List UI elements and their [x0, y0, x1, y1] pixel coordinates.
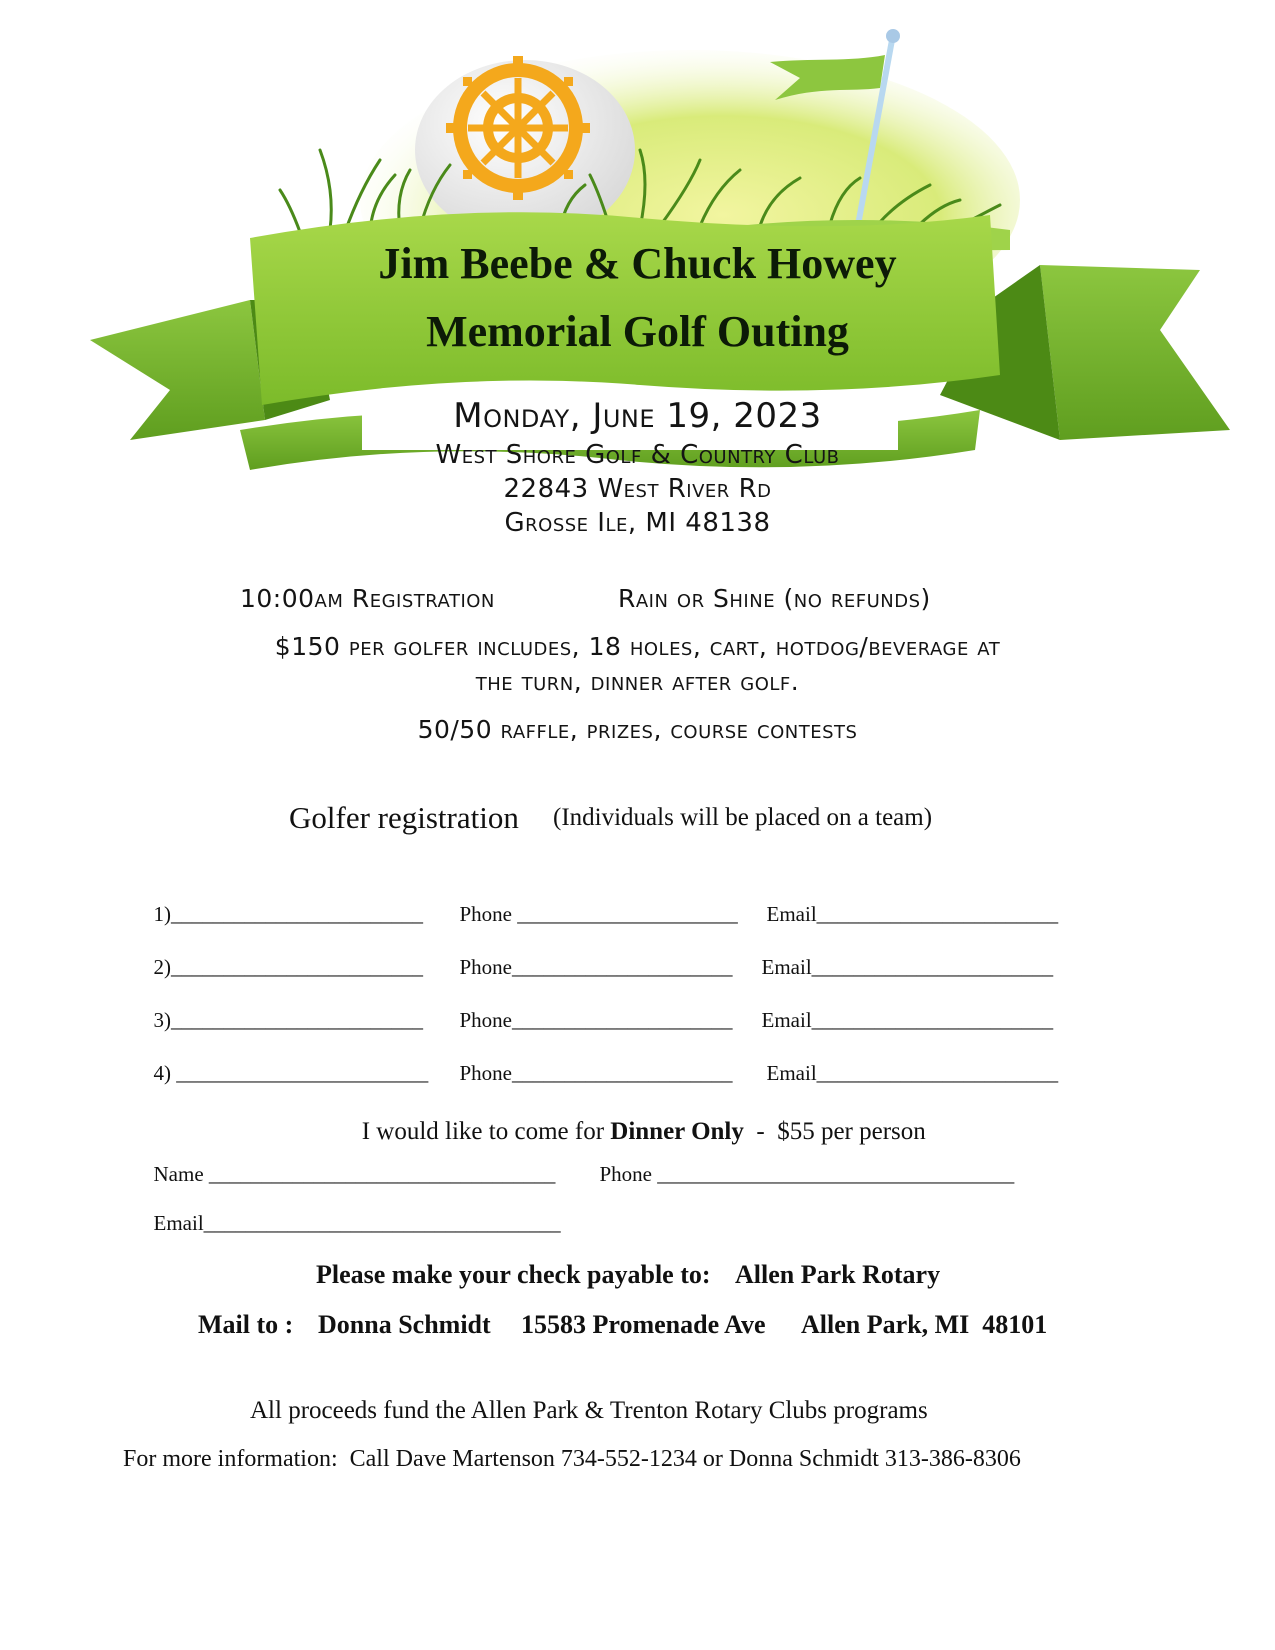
registration-row-phone	[449, 983, 733, 1033]
registration-note: (Individuals will be placed on a team)	[553, 804, 933, 831]
registration-row	[143, 983, 423, 1033]
registration-heading: Golfer registration	[289, 800, 519, 835]
registration-time: 10:00am Registration	[240, 584, 495, 613]
registration-row-email	[751, 983, 1053, 1033]
rain-note: Rain or Shine (no refunds)	[618, 584, 931, 613]
event-venue: West Shore Golf & Country Club	[435, 440, 840, 470]
row-number: 4)	[153, 1061, 171, 1085]
mail-name: Donna Schmidt	[318, 1310, 491, 1339]
contact-info: For more information: Call Dave Martenson 734-552-1234 or Donna Schmidt 313-386-8306	[123, 1446, 1021, 1472]
email-field[interactable]: _______________________	[811, 955, 1054, 979]
dinner-name-label: Name	[153, 1162, 204, 1186]
email-field[interactable]: _______________________	[811, 1008, 1054, 1032]
registration-row-phone	[449, 930, 733, 980]
event-city: Grosse Ile, MI 48138	[504, 508, 771, 538]
name-field[interactable]: ________________________	[171, 902, 423, 926]
dinner-only-label: Dinner Only	[610, 1118, 744, 1145]
registration-row	[143, 1036, 428, 1086]
email-label: Email	[766, 902, 817, 926]
registration-row-phone	[449, 1036, 733, 1086]
event-title-line2: Memorial Golf Outing	[426, 307, 849, 356]
event-street: 22843 West River Rd	[503, 474, 772, 504]
email-label: Email	[766, 1061, 817, 1085]
dinner-email-row	[143, 1186, 561, 1236]
registration-row-email	[756, 1036, 1058, 1086]
price-line-1: $150 per golfer includes, 18 holes, cart, hotdog/beverage at	[274, 632, 1001, 661]
dinner-email-field[interactable]: __________________________________	[203, 1211, 561, 1235]
mail-city: Allen Park, MI 48101	[801, 1310, 1048, 1339]
name-field[interactable]: ________________________	[171, 955, 423, 979]
registration-row-email	[756, 877, 1058, 927]
dinner-name-row	[143, 1137, 555, 1187]
phone-label: Phone	[459, 1061, 512, 1085]
check-payable-label: Please make your check payable to:	[316, 1260, 711, 1289]
event-title-line1: Jim Beebe & Chuck Howey	[378, 239, 897, 288]
phone-field[interactable]: _____________________	[512, 955, 733, 979]
email-field[interactable]: _______________________	[816, 902, 1059, 926]
name-field[interactable]: ________________________	[171, 1061, 429, 1085]
check-payee: Allen Park Rotary	[735, 1260, 941, 1289]
email-label: Email	[761, 1008, 812, 1032]
proceeds-note: All proceeds fund the Allen Park & Trenton Rotary Clubs programs	[250, 1397, 928, 1424]
mail-street: 15583 Promenade Ave	[521, 1310, 766, 1339]
phone-label: Phone	[459, 955, 512, 979]
name-field[interactable]: ________________________	[171, 1008, 423, 1032]
dinner-phone-label: Phone	[599, 1162, 652, 1186]
row-number: 3)	[153, 1008, 171, 1032]
row-number: 1)	[153, 902, 171, 926]
extras: 50/50 raffle, prizes, course contests	[417, 715, 858, 744]
registration-row-phone	[449, 877, 738, 927]
dinner-text-before: I would like to come for	[361, 1118, 611, 1145]
row-number: 2)	[153, 955, 171, 979]
dinner-phone-row	[589, 1137, 1014, 1187]
phone-field[interactable]: _____________________	[512, 1061, 733, 1085]
dinner-phone-field[interactable]: __________________________________	[652, 1162, 1015, 1186]
dinner-name-field[interactable]: _________________________________	[203, 1162, 556, 1186]
phone-label: Phone	[459, 1008, 512, 1032]
price-line-2: the turn, dinner after golf.	[475, 667, 800, 696]
dinner-email-label: Email	[153, 1211, 204, 1235]
phone-field[interactable]: _____________________	[512, 1008, 733, 1032]
phone-field[interactable]: _____________________	[512, 902, 738, 926]
email-label: Email	[761, 955, 812, 979]
phone-label: Phone	[459, 902, 512, 926]
registration-row-email	[751, 930, 1053, 980]
dinner-price: - $55 per person	[743, 1118, 926, 1145]
event-date: Monday, June 19, 2023	[453, 396, 822, 436]
email-field[interactable]: _______________________	[816, 1061, 1059, 1085]
registration-row	[143, 877, 423, 927]
mail-to-label: Mail to :	[198, 1310, 294, 1339]
registration-row	[143, 930, 423, 980]
